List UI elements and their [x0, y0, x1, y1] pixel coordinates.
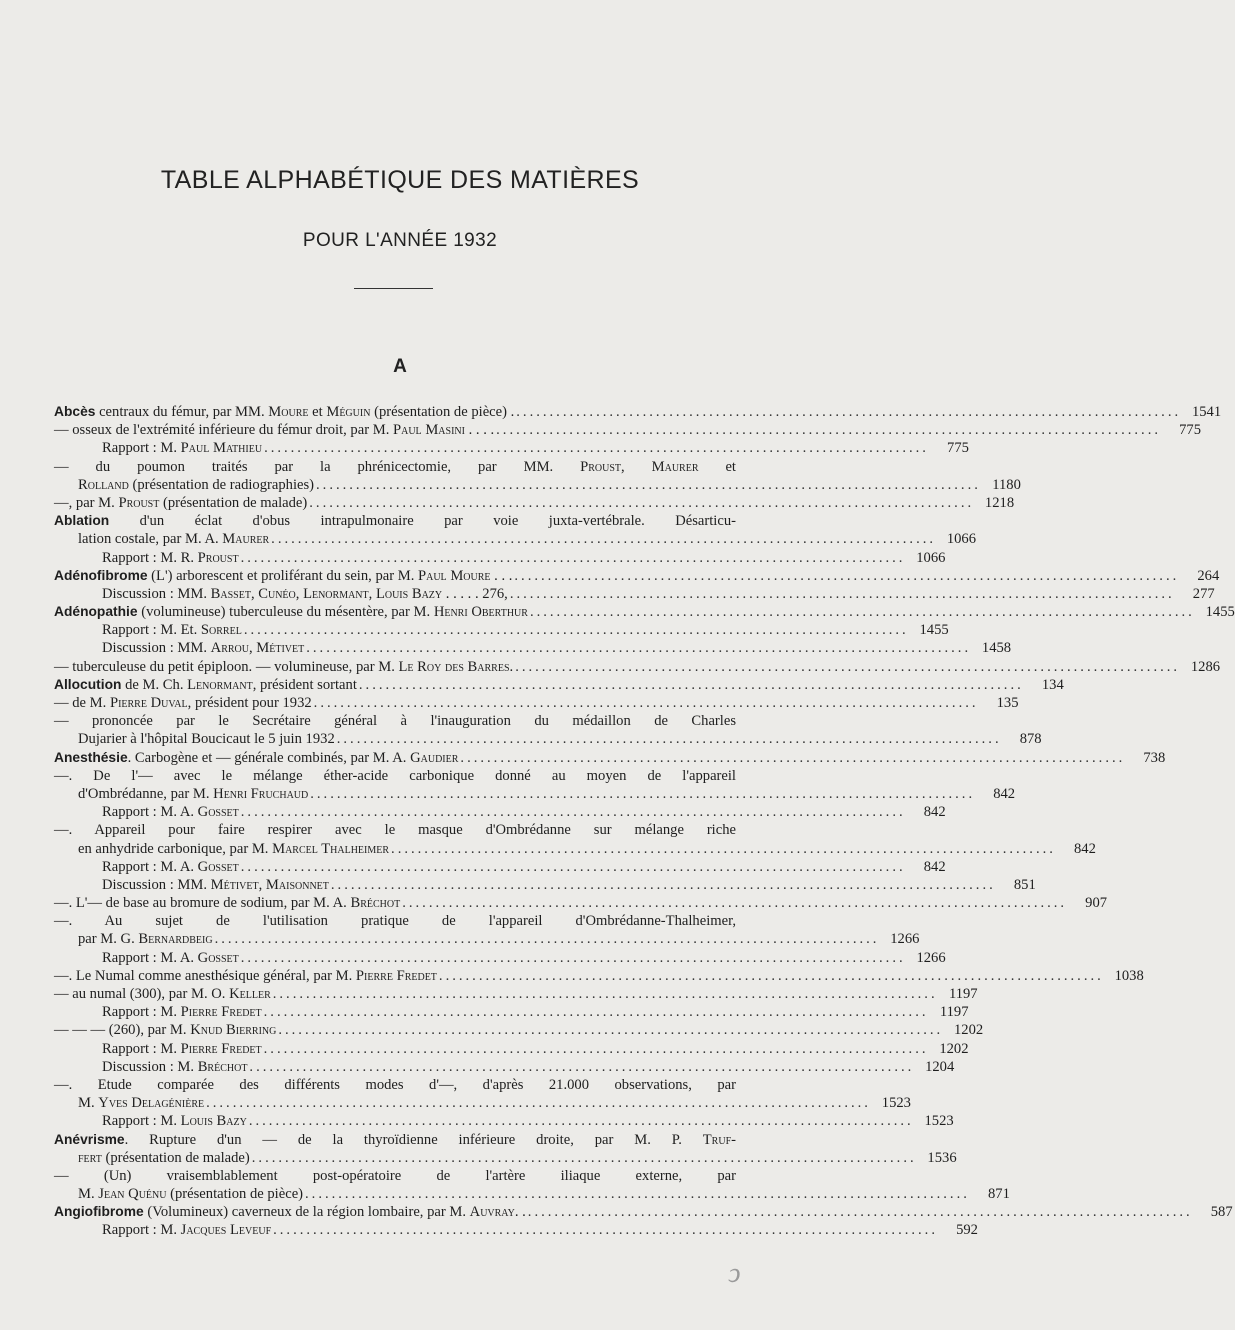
index-text: .: [509, 658, 514, 675]
index-line: [54, 458, 736, 476]
author-name: Auvray: [469, 1204, 515, 1221]
index-line-text: [102, 1003, 262, 1021]
index-keyword: Anesthésie: [54, 749, 128, 765]
page-number: 1066: [916, 549, 946, 566]
index-line: [54, 894, 1108, 912]
dot-leader: ....................................................................................................: [272, 986, 938, 1002]
index-text: ,: [258, 876, 266, 893]
index-text: d'Ombrédanne, par M.: [78, 785, 214, 802]
author-name: Gosset: [197, 949, 239, 966]
dot-leader: ....................................................................................................: [514, 567, 1180, 584]
index-line-text: [54, 912, 736, 930]
index-line: [54, 639, 1012, 657]
index-line-text: [102, 549, 239, 567]
author-name: Pierre Duval: [109, 695, 188, 711]
dot-leader: ....................................................................................................: [496, 422, 1161, 439]
dot-leader: ....................................................................................................: [264, 440, 929, 457]
page-number: 1204: [925, 1058, 955, 1075]
author-name: Paul Mathieu: [180, 440, 263, 457]
index-line-text: [102, 621, 242, 639]
index-line-text: [54, 985, 271, 1003]
index-line: [54, 621, 949, 639]
author-name: fert: [78, 1149, 102, 1166]
index-keyword: Abcès: [54, 404, 96, 419]
index-text: —. Etude comparée des différents modes d'—, d'après 21.000 observations, par: [54, 1076, 736, 1093]
author-name: Méguin: [326, 404, 371, 420]
index-line: [54, 494, 1015, 512]
author-name: Henri Fruchaud: [213, 785, 309, 802]
index-text: —. Au sujet de l'utilisation pratique de l'appareil d'Ombrédanne-Thalheimer,: [54, 913, 736, 930]
index-line-text: [54, 1131, 736, 1149]
dot-leader: ....................................................................................................: [515, 658, 1181, 675]
index-text: Rapport : M.: [102, 1222, 181, 1239]
index-line-text: [78, 1185, 303, 1203]
index-text: par M. G.: [78, 931, 139, 948]
index-line-text: [102, 858, 239, 876]
index-text: . Carbogène et — générale combinés, par M. A.: [127, 749, 411, 766]
index-line: [54, 530, 977, 548]
index-line-text: [54, 494, 307, 512]
index-line-text: [102, 876, 329, 894]
index-line: [54, 585, 1215, 603]
index-text: . Rupture d'un — de la thyroïdienne inférieure droite, par M. P.: [124, 1131, 703, 1148]
index-text: — de M.: [54, 695, 110, 711]
page-number: 1458: [981, 640, 1012, 657]
title-divider: [354, 288, 433, 289]
index-text: en anhydride carbonique, par M.: [78, 840, 273, 857]
page-number: 1523: [924, 1113, 954, 1130]
page-number: 1202: [954, 1022, 984, 1039]
page-number: 587: [1210, 1204, 1233, 1221]
index-text: , président sortant: [252, 676, 357, 693]
index-line-text: [78, 1149, 250, 1167]
index-text: Rapport : M. A.: [102, 949, 198, 966]
page-number: 1286: [1190, 658, 1221, 675]
page-number: 842: [923, 858, 946, 875]
index-line-text: [54, 767, 736, 785]
index-text: et: [698, 458, 736, 475]
page-number: 1180: [992, 476, 1021, 493]
dot-leader: ....................................................................................................: [509, 585, 1175, 602]
index-line-text: [54, 1076, 736, 1094]
author-name: Louis Bazy: [180, 1113, 247, 1130]
index-keyword: Allocution: [54, 676, 122, 692]
index-text: Discussion : MM.: [102, 640, 211, 657]
dot-leader: ....................................................................................................: [309, 494, 975, 511]
index-text: d'un éclat d'obus intrapulmonaire par voie juxta-vertébrale. Désarticu-: [109, 513, 736, 530]
author-name: Basset: [210, 585, 251, 602]
index-line: [54, 840, 1096, 858]
page-number: 738: [1143, 749, 1166, 766]
author-name: Keller: [229, 986, 271, 1002]
index-text: lation costale, par M. A.: [78, 531, 223, 548]
index-line-text: [78, 785, 308, 803]
dot-leader: ....................................................................................................: [310, 785, 976, 802]
index-text: . .: [514, 1204, 526, 1221]
index-keyword: Adénopathie: [54, 604, 138, 620]
page-number: 775: [947, 440, 969, 457]
author-name: Cunéo: [258, 585, 296, 602]
index-text: Dujarier à l'hôpital Boucicaut le 5 juin 1932: [78, 731, 335, 748]
index-line: [54, 949, 946, 967]
index-line: [54, 1149, 957, 1167]
author-name: Métivet: [256, 640, 305, 657]
index-line-text: [78, 476, 314, 494]
page-number: 592: [956, 1222, 978, 1239]
author-name: Maurer: [222, 531, 270, 548]
author-name: Sorrel: [200, 622, 242, 639]
index-line: [54, 1167, 736, 1185]
index-line: [54, 1185, 1010, 1203]
page-number: 842: [993, 785, 1016, 802]
index-line: [54, 876, 1036, 894]
author-name: Bernardbeig: [138, 931, 213, 948]
dot-leader: ....................................................................................................: [271, 531, 937, 548]
index-text: —. Appareil pour faire respirer avec le masque d'Ombrédanne sur mélange riche: [54, 822, 736, 839]
index-line: [54, 749, 1166, 767]
index-line-text: [78, 730, 335, 748]
author-name: Maurer: [651, 458, 699, 475]
dot-leader: ....................................................................................................: [358, 676, 1024, 693]
index-text: Rapport : M. A.: [102, 804, 198, 821]
dot-leader: ....................................................................................................: [316, 476, 981, 493]
index-text: — (Un) vraisemblablement post-opératoire de l'artère iliaque externe, par: [54, 1167, 736, 1184]
index-text: . . . . . 276,: [442, 585, 508, 602]
index-text: Discussion : MM.: [102, 876, 211, 893]
index-line: [54, 858, 946, 876]
dot-leader: ....................................................................................................: [240, 804, 906, 821]
index-text: — — — (260), par M.: [54, 1022, 191, 1039]
index-line: [54, 767, 736, 785]
index-text: (présentation de pièce): [166, 1186, 304, 1203]
dot-leader: ....................................................................................................: [214, 931, 880, 948]
index-line-text: [54, 658, 513, 676]
index-line: [54, 439, 969, 457]
index-line: [54, 985, 978, 1003]
index-line-text: [54, 403, 514, 421]
index-text: Rapport : M. Et.: [102, 622, 201, 639]
index-line-text: [54, 821, 736, 839]
index-text: Rapport : M.: [102, 1040, 181, 1057]
dot-leader: ....................................................................................................: [263, 1004, 929, 1021]
index-line-text: [54, 1203, 526, 1221]
index-line: [54, 1021, 984, 1039]
index-text: . . .: [490, 567, 513, 584]
page-number: 1197: [939, 1004, 969, 1021]
index-line-text: [54, 512, 736, 530]
page-number: 851: [1013, 876, 1036, 893]
page-number: 1197: [948, 986, 978, 1002]
index-line: [54, 1040, 969, 1058]
index-line: [54, 1221, 978, 1239]
index-text: Rapport : M. R.: [102, 549, 198, 566]
index-line: [54, 549, 946, 567]
index-line: [54, 785, 1016, 803]
page-number: 277: [1192, 585, 1215, 602]
page-number: 1523: [881, 1095, 911, 1112]
page-number: 842: [923, 804, 946, 821]
index-line: [54, 821, 736, 839]
index-line-text: [102, 803, 239, 821]
page-number: 1266: [890, 931, 920, 948]
dot-leader: ....................................................................................................: [273, 1222, 938, 1239]
author-name: Truf-: [702, 1131, 736, 1148]
index-line: [54, 730, 1042, 748]
index-text: (présentation de malade): [159, 494, 308, 511]
index-text: Discussion : M.: [102, 1058, 198, 1075]
dot-leader: ....................................................................................................: [306, 640, 972, 657]
author-name: Jean Quénu: [98, 1186, 167, 1203]
index-text: Rapport : M.: [102, 440, 181, 457]
page-number: 1202: [939, 1040, 969, 1057]
dot-leader: ....................................................................................................: [402, 895, 1068, 912]
index-text: M.: [78, 1095, 99, 1112]
index-line: [54, 1131, 736, 1149]
page-number: 775: [1179, 422, 1201, 439]
index-keyword: Adénofibrome: [54, 567, 148, 583]
index-text: Rapport : M.: [102, 1113, 181, 1130]
index-line-text: [54, 603, 528, 621]
index-text: (Volumineux) caverneux de la région lombaire, par M.: [143, 1204, 470, 1221]
index-text: M.: [78, 1186, 99, 1203]
author-name: Paul Masini: [393, 422, 465, 439]
page-number: 907: [1085, 895, 1108, 912]
index-line-text: [54, 749, 458, 767]
author-name: Bréchot: [197, 1058, 248, 1075]
index-line: [54, 930, 920, 948]
page-number: 1541: [1191, 404, 1222, 420]
index-text: —. De l'— avec le mélange éther-acide carbonique donné au moyen de l'appareil: [54, 767, 736, 784]
page-number: 842: [1074, 840, 1096, 857]
index-text: de M. Ch.: [121, 676, 188, 693]
dot-leader: ....................................................................................................: [243, 622, 909, 639]
index-text: Discussion : MM.: [102, 585, 211, 602]
author-name: Métivet: [210, 876, 259, 893]
index-keyword: Anévrisme: [54, 1131, 125, 1147]
index-line-text: [54, 1021, 276, 1039]
author-name: Jacques Leveuf: [180, 1222, 272, 1239]
index-text: — osseux de l'extrémité inférieure du fémur droit, par M.: [54, 422, 393, 439]
index-line-text: [102, 1221, 271, 1239]
author-name: Lenormant: [303, 585, 369, 602]
dot-leader: ....................................................................................................: [516, 404, 1182, 420]
dot-leader: ....................................................................................................: [240, 549, 906, 566]
dot-leader: ....................................................................................................: [240, 949, 906, 966]
index-line: [54, 1203, 1233, 1221]
index-line: [54, 421, 1201, 439]
index-line: [54, 967, 1144, 985]
index-text: (volumineuse) tuberculeuse du mésentère, par M.: [137, 604, 434, 621]
index-line-text: [102, 639, 304, 657]
index-text: —. L'— de base au bromure de sodium, par M. A.: [54, 895, 351, 912]
index-line-text: [54, 567, 512, 585]
author-name: Pierre Fredet: [180, 1040, 262, 1057]
page-number: 1218: [984, 494, 1015, 511]
author-name: Moure: [268, 404, 309, 420]
index-line-text: [102, 1112, 247, 1130]
index-line: [54, 676, 1064, 694]
page-number: 1536: [927, 1149, 957, 1166]
page-subtitle: POUR L'ANNÉE 1932: [302, 230, 498, 251]
index-text: — au numal (300), par M. O.: [54, 986, 230, 1002]
index-line-text: [54, 894, 400, 912]
index-text: ,: [368, 585, 376, 602]
index-line-text: [54, 676, 357, 694]
dot-leader: ....................................................................................................: [263, 1040, 929, 1057]
index-text: — prononcée par le Secrétaire général à l'inauguration du médaillon de Charles: [54, 713, 736, 730]
index-text: ,: [250, 585, 259, 602]
page-number: 135: [996, 695, 1019, 711]
index-text: ,: [295, 585, 304, 602]
author-name: Maisonnet: [265, 876, 329, 893]
author-name: Lenormant: [187, 676, 253, 693]
author-name: Pierre Fredet: [180, 1004, 262, 1021]
dot-leader: ....................................................................................................: [330, 876, 996, 893]
index-text: —. Le Numal comme anesthésique général, par M.: [54, 967, 356, 984]
page-number: 1455: [1205, 604, 1235, 621]
index-text: ,: [621, 458, 652, 475]
page-number: 1266: [916, 949, 946, 966]
page-number: 134: [1041, 676, 1064, 693]
index-line: [54, 476, 1021, 494]
index-line-text: [102, 1040, 262, 1058]
index-line: [54, 1003, 969, 1021]
author-name: Pierre Fredet: [355, 967, 437, 984]
index-line: [54, 567, 1220, 585]
page-number: 1066: [946, 531, 977, 548]
index-line: [54, 1094, 911, 1112]
index-line: [54, 1058, 955, 1076]
author-name: Yves Delagénière: [98, 1095, 205, 1112]
index-line-text: [54, 421, 494, 439]
author-name: Proust: [197, 549, 239, 566]
author-name: Rolland: [78, 476, 129, 493]
page-number: 878: [1019, 731, 1042, 748]
dot-leader: ....................................................................................................: [248, 1113, 914, 1130]
dot-leader: ....................................................................................................: [313, 695, 979, 711]
index-line-text: [54, 694, 312, 712]
dot-leader: ....................................................................................................: [336, 731, 1002, 748]
index-line-text: [102, 949, 239, 967]
index-text: (présentation de pièce) .: [370, 404, 515, 420]
author-name: Marcel Thalheimer: [272, 840, 390, 857]
index-line-text: [78, 530, 269, 548]
dot-leader: ....................................................................................................: [305, 1186, 970, 1203]
dot-leader: ....................................................................................................: [249, 1058, 915, 1075]
index-text: — tuberculeuse du petit épiploon. — volumineuse, par M.: [54, 658, 399, 675]
author-name: Proust: [580, 458, 622, 475]
dot-leader: ....................................................................................................: [391, 840, 1056, 857]
index-line: [54, 803, 946, 821]
index-keyword: Ablation: [54, 513, 110, 529]
index-text: ,: [248, 640, 257, 657]
author-name: Paul Moure: [418, 567, 491, 584]
author-name: Henri Oberthur: [433, 604, 528, 621]
index-line: [54, 712, 736, 730]
index-line: [54, 658, 1221, 676]
author-name: Arrou: [210, 640, 249, 657]
index-line: [54, 403, 1222, 421]
page-title: TABLE ALPHABÉTIQUE DES MATIÈRES: [160, 166, 640, 194]
index-text: — du poumon traités par la phrénicectomie, par MM.: [54, 458, 581, 475]
index-text: Rapport : M.: [102, 1004, 181, 1021]
author-name: Gosset: [197, 858, 239, 875]
index-line: [54, 694, 1019, 712]
index-text: centraux du fémur, par MM.: [95, 404, 269, 420]
index-line-text: [78, 1094, 204, 1112]
index-line-text: [54, 967, 437, 985]
dot-leader: ....................................................................................................: [278, 1022, 944, 1039]
index-line: [54, 1076, 736, 1094]
index-line: [54, 1112, 954, 1130]
author-name: Bréchot: [350, 895, 401, 912]
author-name: Proust: [118, 494, 160, 511]
dot-leader: ....................................................................................................: [460, 749, 1126, 766]
index-entries: [54, 403, 1235, 1240]
index-text: —, par M.: [54, 494, 119, 511]
page-number: 1038: [1114, 967, 1144, 984]
index-line-text: [78, 840, 389, 858]
section-letter: A: [393, 356, 407, 377]
author-name: Le Roy des Barres: [398, 658, 510, 675]
page-number: 1455: [919, 622, 949, 639]
index-line-text: [102, 585, 508, 603]
dot-leader: ....................................................................................................: [240, 858, 906, 875]
dot-leader: ....................................................................................................: [529, 604, 1195, 621]
scan-mark-icon: ↄ: [728, 1258, 741, 1289]
index-line-text: [54, 458, 736, 476]
index-text: (présentation de radiographies): [128, 476, 315, 493]
index-text: . . . .: [464, 422, 495, 439]
page-number: 264: [1197, 567, 1220, 584]
author-name: Louis Bazy: [375, 585, 443, 602]
index-line-text: [54, 1167, 736, 1185]
index-line-text: [54, 712, 736, 730]
page-number: 871: [987, 1186, 1010, 1203]
index-text: (L') arborescent et proliférant du sein, par M.: [147, 567, 418, 584]
index-text: , président pour 1932: [187, 695, 312, 711]
dot-leader: ....................................................................................................: [206, 1095, 871, 1112]
index-text: et: [308, 404, 327, 420]
author-name: Gaudier: [410, 749, 459, 766]
index-line: [54, 603, 1235, 621]
index-text: (présentation de malade): [101, 1149, 250, 1166]
index-keyword: Angiofibrome: [54, 1204, 144, 1220]
author-name: Knud Bierring: [190, 1022, 277, 1039]
author-name: Gosset: [197, 804, 239, 821]
dot-leader: ....................................................................................................: [251, 1149, 917, 1166]
index-line: [54, 512, 736, 530]
dot-leader: ....................................................................................................: [438, 967, 1104, 984]
index-line: [54, 912, 736, 930]
index-line-text: [102, 1058, 247, 1076]
index-line-text: [102, 439, 262, 457]
index-text: Rapport : M. A.: [102, 858, 198, 875]
index-line-text: [78, 930, 213, 948]
dot-leader: ....................................................................................................: [527, 1204, 1193, 1221]
